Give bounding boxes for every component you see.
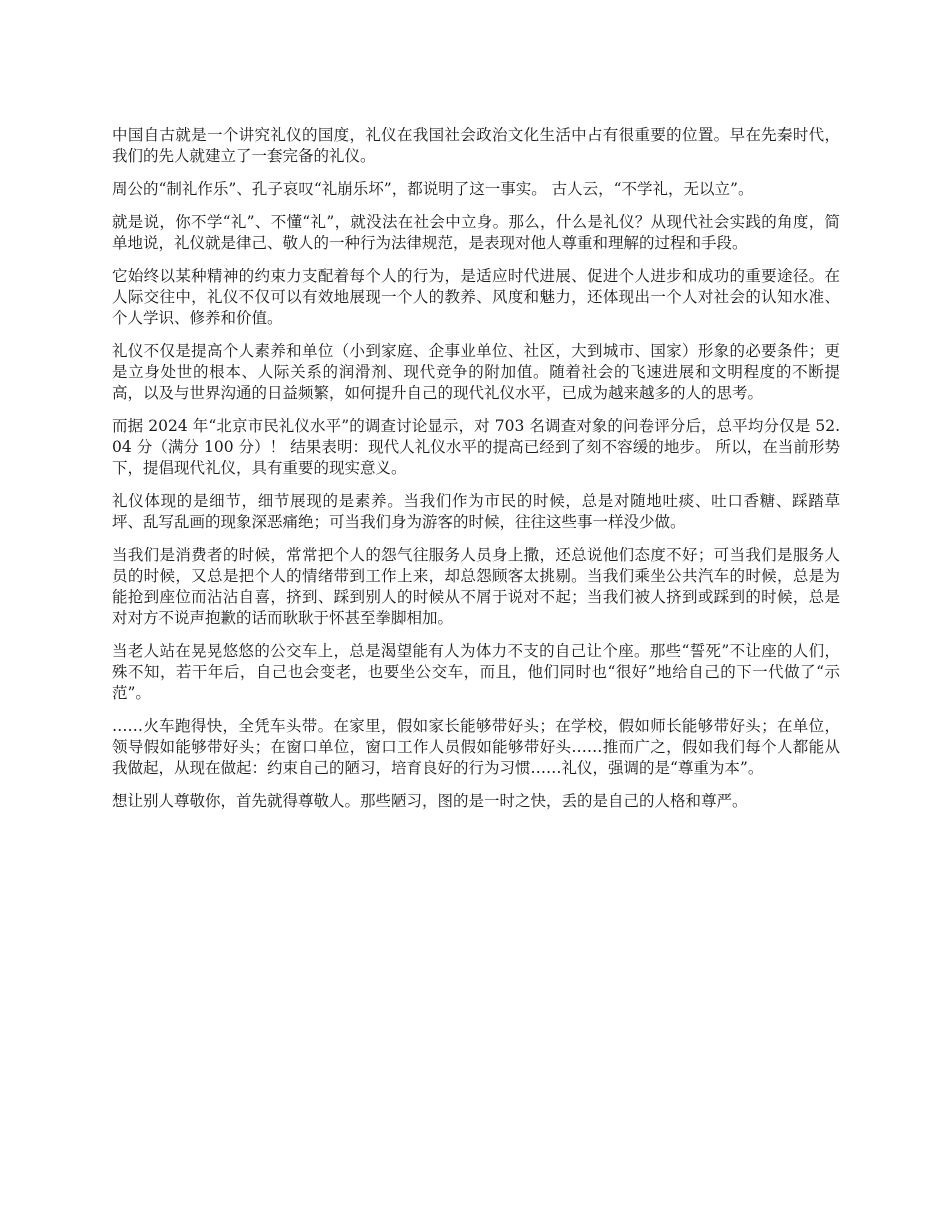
paragraph-11: 想让别人尊敬你，首先就得尊敬人。那些陋习，图的是一时之快，丢的是自己的人格和尊严。	[112, 792, 748, 810]
paragraph-3: 就是说，你不学“礼”、不懂“礼”，就没法在社会中立身。那么，什么是礼仪？从现代社会实践的角度，简单地说，礼仪就是律己、敬人的一种行为法律规范，是表现对他人尊重和理解的过程和手段。	[112, 213, 840, 252]
paragraph-9: 当老人站在晃晃悠悠的公交车上，总是渴望能有人为体力不支的自己让个座。那些“誓死”不让座的人们，殊不知，若干年后，自己也会变老，也要坐公交车，而且，他们同时也“很好”地给自己的下一代做了“示范”。	[112, 642, 840, 702]
paragraph-5: 礼仪不仅是提高个人素养和单位（小到家庭、企事业单位、社区，大到城市、国家）形象的必要条件；更是立身处世的根本、人际关系的润滑剂、现代竞争的附加值。随着社会的飞速进展和文明程度的不断提高，以及与世界沟通的日益频繁，如何提升自己的现代礼仪水平，已成为越来越多的人的思考。	[112, 342, 840, 402]
paragraph-6: 而据 2024 年“北京市民礼仪水平”的调查讨论显示，对 703 名调查对象的问卷评分后，总平均分仅是 52.04 分（满分 100 分）！ 结果表明：现代人礼仪水平的提高已经到了刻不容缓的地步。 所以，在当前形势下，提倡现代礼仪，具有重要的现实意义。	[112, 417, 840, 477]
paragraph-7: 礼仪体现的是细节，细节展现的是素养。当我们作为市民的时候，总是对随地吐痰、吐口香糖、踩踏草坪、乱写乱画的现象深恶痛绝；可当我们身为游客的时候，往往这些事一样没少做。	[112, 492, 840, 531]
paragraph-4: 它始终以某种精神的约束力支配着每个人的行为，是适应时代进展、促进个人进步和成功的重要途径。在人际交往中，礼仪不仅可以有效地展现一个人的教养、风度和魅力，还体现出一个人对社会的认知水准、个人学识、修养和价值。	[112, 267, 840, 327]
paragraph-10: ……火车跑得快，全凭车头带。在家里，假如家长能够带好头；在学校，假如师长能够带好头；在单位，领导假如能够带好头；在窗口单位，窗口工作人员假如能够带好头……推而广之，假如我们每个人都能从我做起，从现在做起：约束自己的陋习，培育良好的行为习惯……礼仪，强调的是“尊重为本”。	[112, 717, 840, 777]
paragraph-2: 周公的“制礼作乐”、孔子哀叹“礼崩乐坏”，都说明了这一事实。 古人云，“不学礼，无以立”。	[112, 180, 754, 198]
paragraph-8: 当我们是消费者的时候，常常把个人的怨气往服务人员身上撒，还总说他们态度不好；可当我们是服务人员的时候，又总是把个人的情绪带到工作上来，却总怨顾客太挑剔。当我们乘坐公共汽车的时候，总是为能抢到座位而沾沾自喜，挤到、踩到别人的时候从不屑于说对不起；当我们被人挤到或踩到的时候，总是对对方不说声抱歉的话而耿耿于怀甚至拳脚相加。	[112, 546, 840, 627]
document-body	[112, 125, 840, 824]
paragraph-1: 中国自古就是一个讲究礼仪的国度，礼仪在我国社会政治文化生活中占有很重要的位置。早在先秦时代，我们的先人就建立了一套完备的礼仪。	[112, 126, 840, 165]
